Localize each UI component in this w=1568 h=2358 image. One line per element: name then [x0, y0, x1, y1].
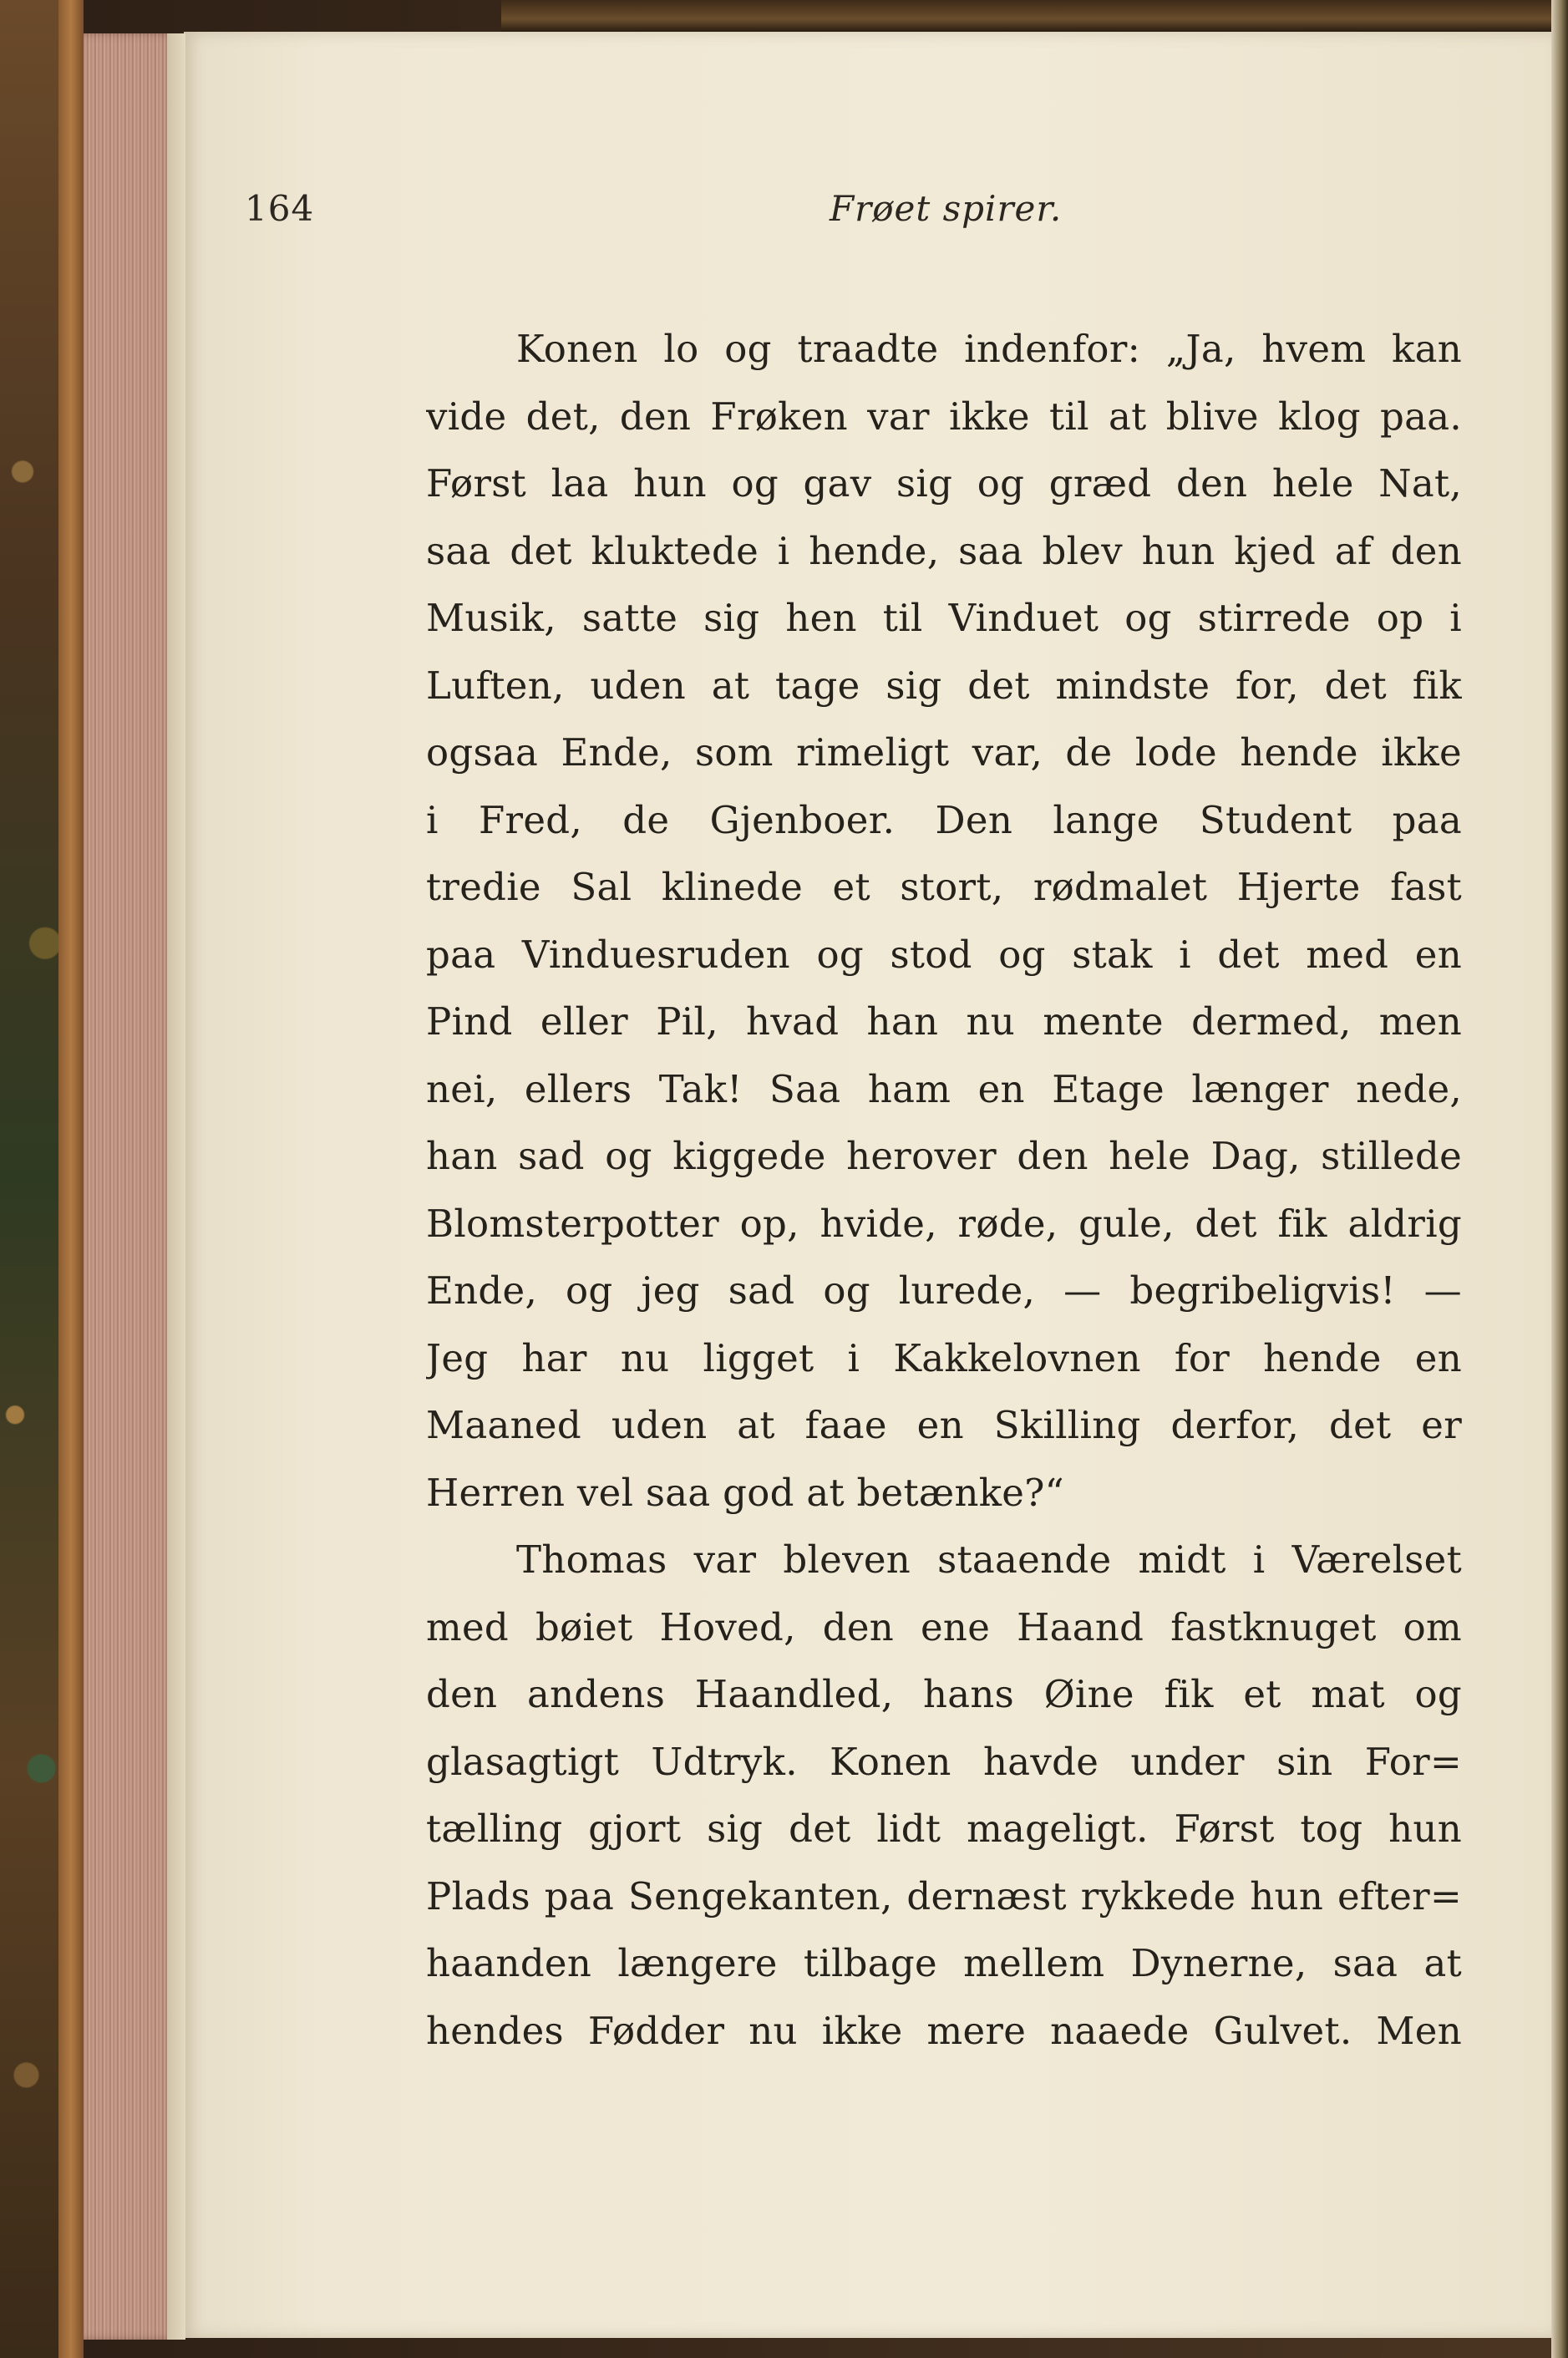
- cover-top-edge: [501, 0, 1568, 32]
- body-text: [426, 316, 1462, 2065]
- text-line: paa Vinduesruden og stod og stak i det med en: [426, 932, 1462, 977]
- text-line: i Fred, de Gjenboer. Den lange Student paa: [426, 797, 1462, 842]
- text-line: Plads paa Sengekanten, dernæst rykkede hun efter=: [426, 1873, 1462, 1918]
- page-edges: [84, 33, 175, 2340]
- text-line: Ende, og jeg sad og lurede, — begribeligvis! —: [426, 1268, 1462, 1313]
- text-line: Musik, satte sig hen til Vinduet og stirrede op i: [426, 596, 1462, 640]
- text-line: glasagtigt Udtryk. Konen havde under sin For=: [426, 1739, 1462, 1784]
- text-line: Konen lo og traadte indenfor: „Ja, hvem kan: [516, 327, 1462, 371]
- text-line: tredie Sal klinede et stort, rødmalet Hjerte fast: [426, 865, 1462, 909]
- text-line: Maaned uden at faae en Skilling derfor, det er: [426, 1403, 1462, 1447]
- text-line: den andens Haandled, hans Øine fik et mat og: [426, 1672, 1462, 1716]
- text-line: Thomas var bleven staaende midt i Værelset: [516, 1537, 1462, 1582]
- text-line: vide det, den Frøken var ikke til at blive klog paa.: [426, 394, 1462, 439]
- page-header: [245, 188, 1164, 238]
- text-line: Luften, uden at tage sig det mindste for, det fik: [426, 663, 1462, 708]
- text-line: haanden længere tilbage mellem Dynerne, saa at: [426, 1941, 1462, 1985]
- text-line: Pind eller Pil, hvad han nu mente dermed, men: [426, 999, 1462, 1044]
- text-line: Herren vel saa god at betænke?“: [426, 1470, 1064, 1515]
- text-line: han sad og kiggede herover den hele Dag, stillede: [426, 1134, 1462, 1178]
- text-line: tælling gjort sig det lidt mageligt. Først tog hun: [426, 1807, 1462, 1851]
- text-line: Først laa hun og gav sig og græd den hele Nat,: [426, 461, 1462, 506]
- text-line: saa det kluktede i hende, saa blev hun kjed af den: [426, 528, 1462, 573]
- running-title: Frøet spirer.: [830, 188, 1063, 229]
- page-gutter: [167, 33, 185, 2340]
- right-page-edge: [1551, 0, 1568, 2358]
- text-line: Blomsterpotter op, hvide, røde, gule, det fik aldrig: [426, 1201, 1462, 1246]
- text-line: Jeg har nu ligget i Kakkelovnen for hende en: [426, 1335, 1462, 1380]
- page-number: 164: [245, 188, 315, 229]
- cover-binding-edge: [58, 0, 84, 2358]
- text-line: ogsaa Ende, som rimeligt var, de lode hende ikke: [426, 730, 1462, 775]
- text-line: nei, ellers Tak! Saa ham en Etage længer nede,: [426, 1066, 1462, 1111]
- text-line: hendes Fødder nu ikke mere naaede Gulvet. Men: [426, 2008, 1462, 2053]
- text-line: med bøiet Hoved, den ene Haand fastknuget om: [426, 1604, 1462, 1649]
